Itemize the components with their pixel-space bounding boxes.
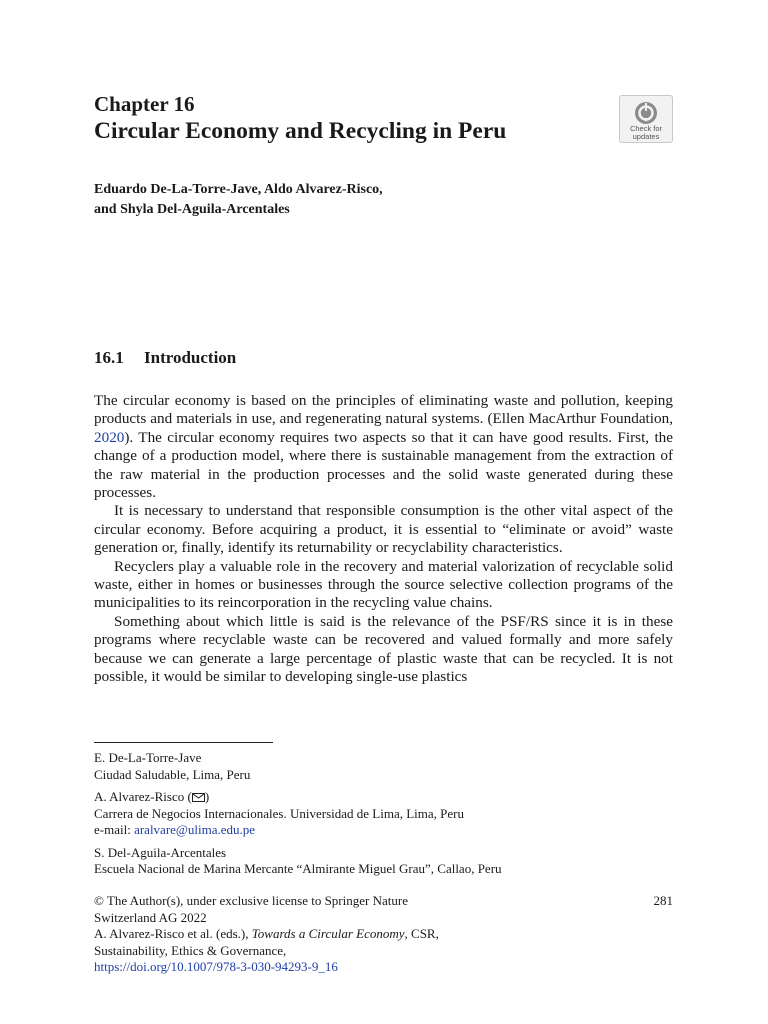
paragraph-1-text-b: ). The circular economy requires two aspects so that it can have good results. First, the change of a production model, where there is sustainable management from the extraction of the raw material in the production processes and the solid waste generated during these processes. bbox=[94, 428, 673, 502]
copyright-footer bbox=[94, 893, 673, 976]
footer-line-1: © The Author(s), under exclusive license to Springer Nature bbox=[94, 893, 408, 908]
section-title: Introduction bbox=[144, 348, 237, 367]
affiliation-3-org: Escuela Nacional de Marina Mercante “Almirante Miguel Grau”, Callao, Peru bbox=[94, 861, 502, 876]
authors bbox=[94, 180, 383, 220]
check-for-updates-badge[interactable] bbox=[619, 95, 673, 143]
paragraph-1-text-a: The circular economy is based on the principles of eliminating waste and pollution, keeping products and materials in use, and regenerating natural systems. (Ellen MacArthur Foundation, bbox=[94, 392, 673, 428]
affiliation-1-name: E. De-La-Torre-Jave bbox=[94, 750, 202, 765]
section-number: 16.1 bbox=[94, 348, 124, 367]
badge-line-2: updates bbox=[632, 132, 660, 141]
citation-link[interactable]: 2020 bbox=[94, 428, 125, 446]
footnote-rule bbox=[94, 742, 273, 743]
affiliation-2-name-end: ) bbox=[204, 789, 210, 804]
footer-line-2: Switzerland AG 2022 bbox=[94, 909, 207, 925]
body-text bbox=[94, 392, 673, 687]
footer-line-4: Sustainability, Ethics & Governance, bbox=[94, 942, 287, 958]
check-for-updates-icon bbox=[634, 101, 658, 125]
affiliation-2-name: A. Alvarez-Risco ( bbox=[94, 789, 192, 804]
footer-line-3 bbox=[94, 926, 673, 943]
affiliation-1-org: Ciudad Saludable, Lima, Peru bbox=[94, 766, 251, 782]
authors-line-1: Eduardo De-La-Torre-Jave, Aldo Alvarez-Risco, bbox=[94, 182, 383, 197]
book-title: Towards a Circular Economy bbox=[251, 926, 405, 941]
affiliation-2-email-line bbox=[94, 822, 673, 839]
paragraph-4: Something about which little is said is the relevance of the PSF/RS since it is in these programs where recyclable waste can be recovered and valued formally and more safely because we can generate a large percentage of plastic waste that can be recycled. It is not possible, it would be similar to developing single-use plastics bbox=[94, 612, 673, 686]
affiliation-2-org: Carrera de Negocios Internacionales. Universidad de Lima, Lima, Peru bbox=[94, 805, 464, 821]
footer-line-3-b: , CSR, bbox=[404, 926, 439, 941]
email-link[interactable]: aralvare@ulima.edu.pe bbox=[134, 822, 256, 837]
paragraph-3: Recyclers play a valuable role in the recovery and material valorization of recyclable solid waste, either in homes or businesses through the source selective collection programs of the municipalities to its reincorporation in the recycling value chains. bbox=[94, 557, 673, 612]
chapter-label: Chapter 16 bbox=[94, 92, 195, 116]
chapter-title: Circular Economy and Recycling in Peru bbox=[94, 118, 507, 144]
doi-link[interactable]: https://doi.org/10.1007/978-3-030-94293-9_16 bbox=[94, 959, 338, 974]
affiliation-2 bbox=[94, 789, 673, 839]
envelope-icon bbox=[192, 793, 205, 802]
footer-line-3-a: A. Alvarez-Risco et al. (eds.), bbox=[94, 926, 252, 941]
affiliation-2-name-line bbox=[94, 789, 673, 806]
email-label: e-mail: bbox=[94, 822, 135, 837]
paragraph-1 bbox=[94, 392, 673, 502]
affiliation-1 bbox=[94, 750, 673, 783]
badge-line-1: Check for bbox=[629, 124, 663, 133]
affiliations bbox=[94, 750, 673, 884]
affiliation-3-name: S. Del-Aguila-Arcentales bbox=[94, 844, 227, 860]
section-heading bbox=[94, 347, 236, 369]
paragraph-2: It is necessary to understand that responsible consumption is the other vital aspect of the circular economy. Before acquiring a product, it is essential to “eliminate or avoid” waste generation or, finally, identify its returnability or recyclability characteristics. bbox=[94, 502, 673, 557]
authors-line-2: and Shyla Del-Aguila-Arcentales bbox=[94, 202, 290, 217]
affiliation-3 bbox=[94, 845, 673, 878]
page-number: 281 bbox=[653, 893, 673, 908]
